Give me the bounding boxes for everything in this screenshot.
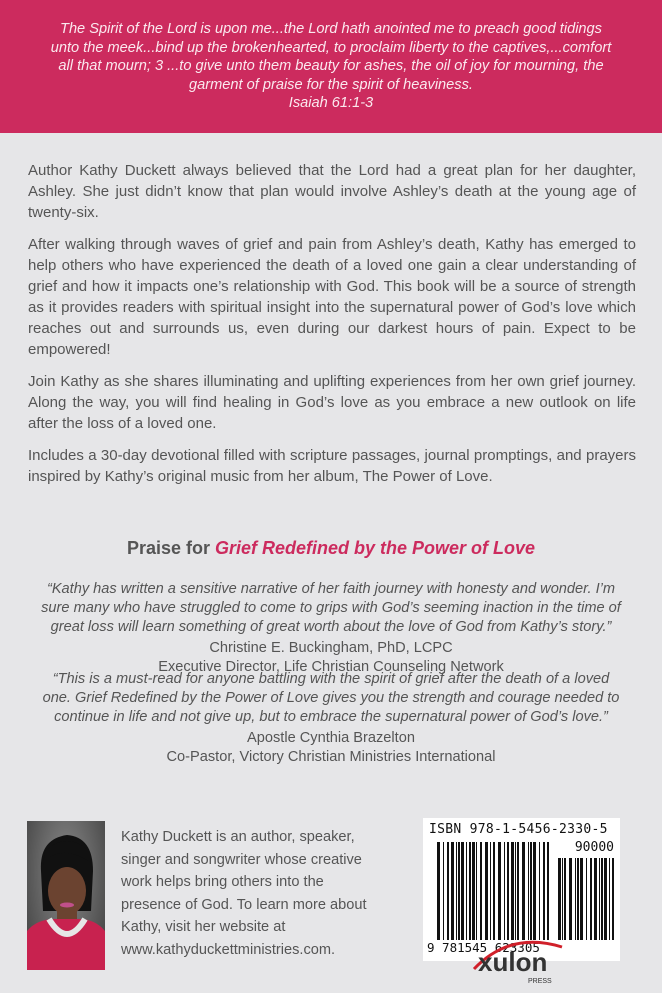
barcode-bar	[562, 858, 563, 940]
scripture-reference: Isaiah 61:1-3	[288, 95, 374, 111]
barcode-bars	[437, 842, 549, 940]
endorser-role: Co-Pastor, Victory Christian Ministries International	[166, 749, 496, 765]
praise-book-title: Grief Redefined by the Power of Love	[214, 538, 536, 558]
barcode-bar	[590, 858, 592, 940]
publisher-logo	[470, 935, 570, 990]
description-paragraph: Author Kathy Duckett always believed that the Lord had a great plan for her daughter, Ashley. She just didn’t know that plan would involve Ashley’s death at the young age of twenty-six.	[28, 162, 636, 221]
barcode-bar	[601, 858, 603, 940]
author-bio: Kathy Duckett is an author, speaker, singer and songwriter whose creative work helps bring others into the presence of God. To learn more about Kathy, visit her website at www.kathyduckettministries.com.	[121, 829, 367, 958]
barcode-bar	[476, 842, 477, 940]
barcode-bar	[599, 858, 600, 940]
barcode-bar	[558, 858, 561, 940]
barcode-bar	[580, 858, 583, 940]
barcode-bar	[517, 842, 519, 940]
barcode-bar	[543, 842, 545, 940]
barcode-bar	[456, 842, 457, 940]
barcode-bar	[577, 858, 579, 940]
description-paragraph: After walking through waves of grief and pain from Ashley’s death, Kathy has emerged to help others who have experienced the death of a loved one gain a clear understanding of grief and how it impacts one’s relationship with God. This book will be a source of strength as it provides readers with spiritual insight into the supernatural power of God’s love which reaches out and surrounds us, even during our darkest hours of pain. Expect to be empowered!	[28, 236, 636, 358]
endorser-name: Christine E. Buckingham, PhD, LCPC	[209, 640, 453, 656]
barcode-bar	[490, 842, 491, 940]
isbn-number: ISBN 978-1-5456-2330-5	[429, 822, 608, 837]
barcode-bar	[461, 842, 464, 940]
barcode-bar	[612, 858, 614, 940]
barcode-bar	[533, 842, 536, 940]
barcode-bar	[472, 842, 475, 940]
description-paragraph: Includes a 30-day devotional filled with scripture passages, journal promptings, and prayers inspired by Kathy’s original music from her album, The Power of Love.	[28, 447, 636, 485]
barcode-bar	[539, 842, 540, 940]
price-code: 90000	[574, 840, 614, 855]
book-description	[28, 160, 636, 498]
barcode-bar	[575, 858, 576, 940]
barcode-bar	[507, 842, 509, 940]
barcode-bar	[528, 842, 529, 940]
svg-text:PRESS: PRESS	[528, 978, 552, 985]
author-photo	[27, 821, 105, 970]
barcode-bar	[443, 842, 444, 940]
barcode-bar	[498, 842, 501, 940]
barcode-bar	[530, 842, 532, 940]
barcode-bar	[485, 842, 488, 940]
barcode-bar	[466, 842, 467, 940]
barcode-bar	[458, 842, 460, 940]
barcode-bar	[604, 858, 607, 940]
barcode-bar	[522, 842, 525, 940]
svg-text:xulon: xulon	[478, 947, 548, 977]
endorsement-text: “Kathy has written a sensitive narrative of her faith journey with honesty and wonder. I’m sure many who have struggled to come to grips with God’s seeming inaction in the time of great loss will learn something of great worth about the love of God from Kathy’s story.”	[41, 581, 621, 635]
ean-digits: 9 781545 623305	[427, 940, 540, 955]
price-barcode-bars	[558, 858, 614, 940]
endorser-name: Apostle Cynthia Brazelton	[247, 730, 415, 746]
barcode-bar	[447, 842, 449, 940]
barcode-bar	[469, 842, 471, 940]
barcode-bar	[594, 858, 597, 940]
barcode-bar	[564, 858, 566, 940]
barcode-bar	[586, 858, 587, 940]
endorsement-text: “This is a must-read for anyone battling with the spirit of grief after the death of a loved one. Grief Redefined by the Power of Love gives you the strength and courage needed to continue in life and not give up, but to embrace the supernatural power of God’s love.”	[42, 671, 620, 725]
endorser-role: Executive Director, Life Christian Counseling Network	[158, 659, 504, 675]
barcode-bar	[451, 842, 454, 940]
endorsement	[40, 580, 622, 677]
scripture-verse: The Spirit of the Lord is upon me...the Lord hath anointed me to preach good tidings unto the meek...bind up the brokenhearted, to proclaim liberty to the captives,...comfort all that mourn; 3 ...to give unto them beauty for ashes, the oil of joy for mourning, the garment of praise for the spirit of heaviness.	[50, 21, 612, 93]
barcode-bar	[504, 842, 505, 940]
barcode-bar	[569, 858, 572, 940]
barcode-bar	[493, 842, 495, 940]
barcode-bar	[480, 842, 482, 940]
endorsement	[40, 670, 622, 767]
barcode-bar	[547, 842, 549, 940]
praise-prefix: Praise for	[126, 538, 215, 558]
praise-heading	[0, 538, 662, 559]
scripture-banner	[0, 0, 662, 133]
barcode-bar	[437, 842, 440, 940]
barcode-bar	[515, 842, 516, 940]
description-paragraph: Join Kathy as she shares illuminating and uplifting experiences from her own grief journey. Along the way, you will find healing in God’s love as you embrace a new outlook on life after the loss of a loved one.	[28, 373, 636, 432]
barcode-bar	[511, 842, 514, 940]
barcode-bar	[609, 858, 610, 940]
